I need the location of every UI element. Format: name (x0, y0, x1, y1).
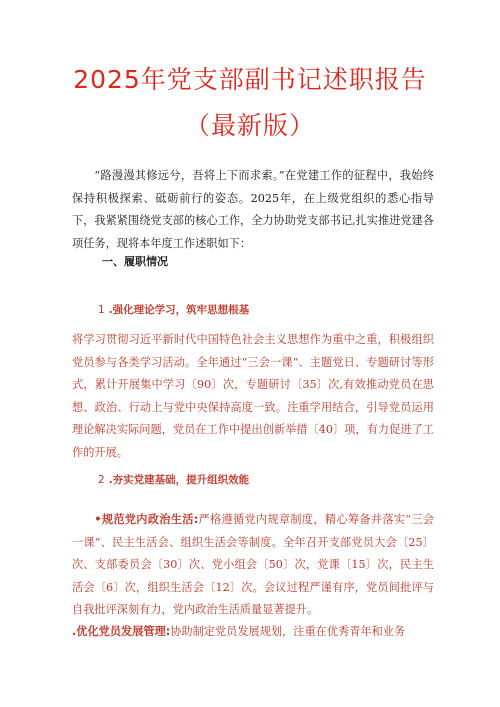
subsection-number: 2 (98, 474, 105, 486)
political-life-lead: •规范党内政治生活: (94, 513, 199, 526)
document-title: 2025年党支部副书记述职报告 (73, 65, 427, 94)
section-heading-performance: 一、履职情况 (102, 255, 168, 268)
document-subtitle: （最新版） (184, 111, 315, 140)
subsection-title: .夯实党建基础，提升组织效能 (108, 474, 250, 486)
subsection-heading-theory-study (98, 302, 249, 317)
theory-study-paragraph: 将学习贯彻习近平新时代中国特色社会主义思想作为重中之重，积极组织党员参与各类学习活动。全年通过“三会一课”、主题党日、专题研讨等形式，累计开展集中学习〔90〕次，专题研讨〔35〕次,有效推动党员在思想、政治、行动上与党中央保持高度一致。注重学用结合，引导党员运用理论解决实际问题，党员在工作中提出创新举措〔40〕项，有力促进了工作的开展。 (72, 333, 434, 459)
member-management-text: 协助制定党员发展规划，注重在优秀青年和业务 (170, 625, 406, 638)
subsection-title: .强化理论学习，筑牢思想根基 (108, 304, 250, 316)
member-management-paragraph (72, 621, 434, 644)
subsection-heading-party-building (98, 472, 249, 487)
member-management-lead: .优化党员发展管理: (72, 625, 171, 638)
political-life-text: 严格遵循党内规章制度，精心筹备并落实“三会一课”、民主生活会、组织生活会等制度。全年召开支部党员大会〔25〕次、支部委员会〔30〕次、党小组会〔50〕次，党课〔15〕次，民主生活会〔6〕次，组织生活会〔12〕次。会议过程严谨有序，党员间批评与自我批评深刻有力，党内政治生活质量显著提升。 (72, 513, 434, 617)
subsection-number: 1 (98, 304, 105, 316)
intro-paragraph: “路漫漫其修远兮，吾将上下而求索。”在党建工作的征程中，我始终保持积极探索、砥砺前行的姿态。2025年，在上级党组织的悉心指导下，我紧紧围绕党支部的核心工作，全力协助党支部书记,扎实推进党建各项任务，现将本年度工作述职如下： (72, 169, 434, 250)
political-life-paragraph (72, 509, 434, 622)
